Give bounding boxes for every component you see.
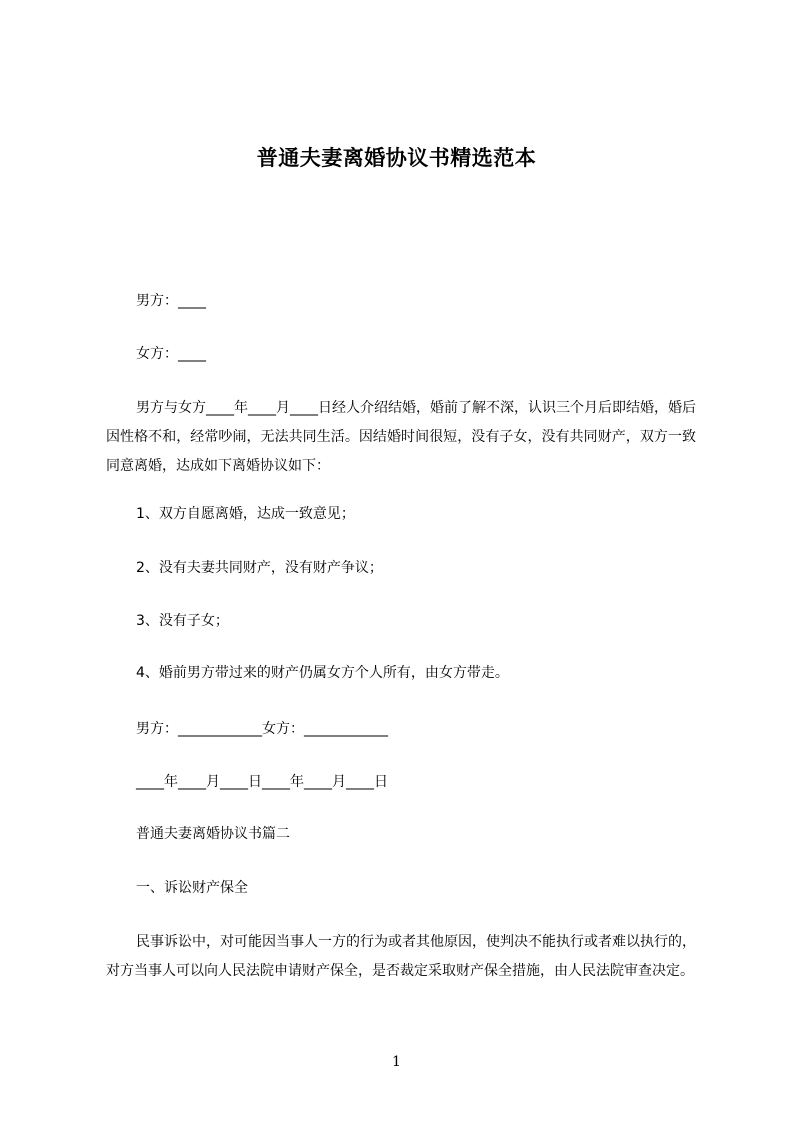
agreement-item-2: 2、没有夫妻共同财产，没有财产争议； [136, 560, 383, 576]
agreement-item-4: 4、婚前男方带过来的财产仍属女方个人所有，由女方带走。 [136, 665, 509, 681]
female-party-line: 女方：____ [136, 346, 206, 362]
intro-paragraph: 男方与女方____年____月____日经人介绍结婚，婚前了解不深，认识三个月后即结婚，婚后因性格不和，经常吵闹，无法共同生活。因结婚时间很短，没有子女，没有共同财产，双方一致同意离婚，达成如下离婚协议如下： [106, 400, 696, 474]
agreement-item-3: 3、没有子女； [136, 613, 229, 629]
document-title: 普通夫妻离婚协议书精选范本 [256, 146, 537, 170]
section-subheading: 一、诉讼财产保全 [136, 880, 248, 896]
signature-line: 男方：____________女方：____________ [136, 721, 388, 737]
preservation-paragraph: 民事诉讼中，对可能因当事人一方的行为或者其他原因，使判决不能执行或者难以执行的，对方当事人可以向人民法院申请财产保全，是否裁定采取财产保全措施，由人民法院审查决定。 [106, 934, 696, 979]
section-title: 普通夫妻离婚协议书篇二 [136, 826, 290, 842]
male-party-line: 男方：____ [136, 293, 206, 309]
date-line: ____年____月____日____年____月____日 [136, 774, 388, 790]
page-number: 1 [392, 1054, 401, 1070]
agreement-item-1: 1、双方自愿离婚，达成一致意见； [136, 506, 355, 522]
